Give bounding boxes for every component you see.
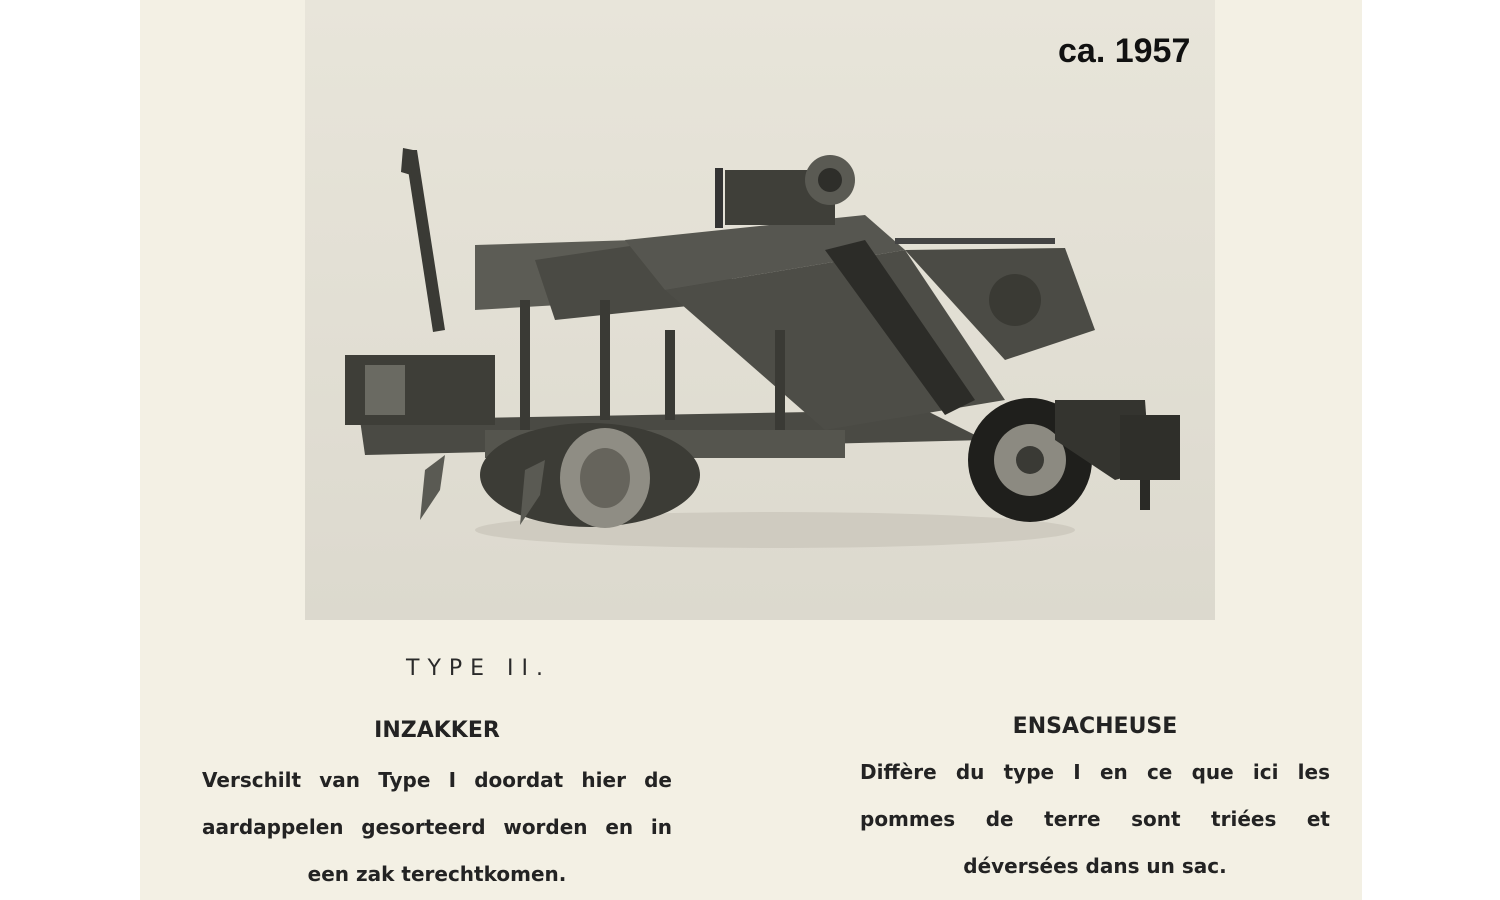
french-description: Diffère du type I en ce que ici les pommes de terre sont triées et déversées dans un sac. (860, 760, 1330, 878)
french-section (860, 714, 1330, 890)
dutch-section (202, 718, 672, 898)
french-heading: ENSACHEUSE (1012, 714, 1178, 739)
machine-photo (305, 0, 1215, 620)
potato-harvester-illustration (305, 0, 1215, 620)
dutch-description: Verschilt van Type I doordat hier de aardappelen gesorteerd worden en in een zak terechtkomen. (202, 768, 672, 886)
date-label: ca. 1957 (1058, 32, 1191, 70)
dutch-heading: INZAKKER (374, 718, 500, 743)
type-caption: TYPE II. (406, 656, 552, 681)
